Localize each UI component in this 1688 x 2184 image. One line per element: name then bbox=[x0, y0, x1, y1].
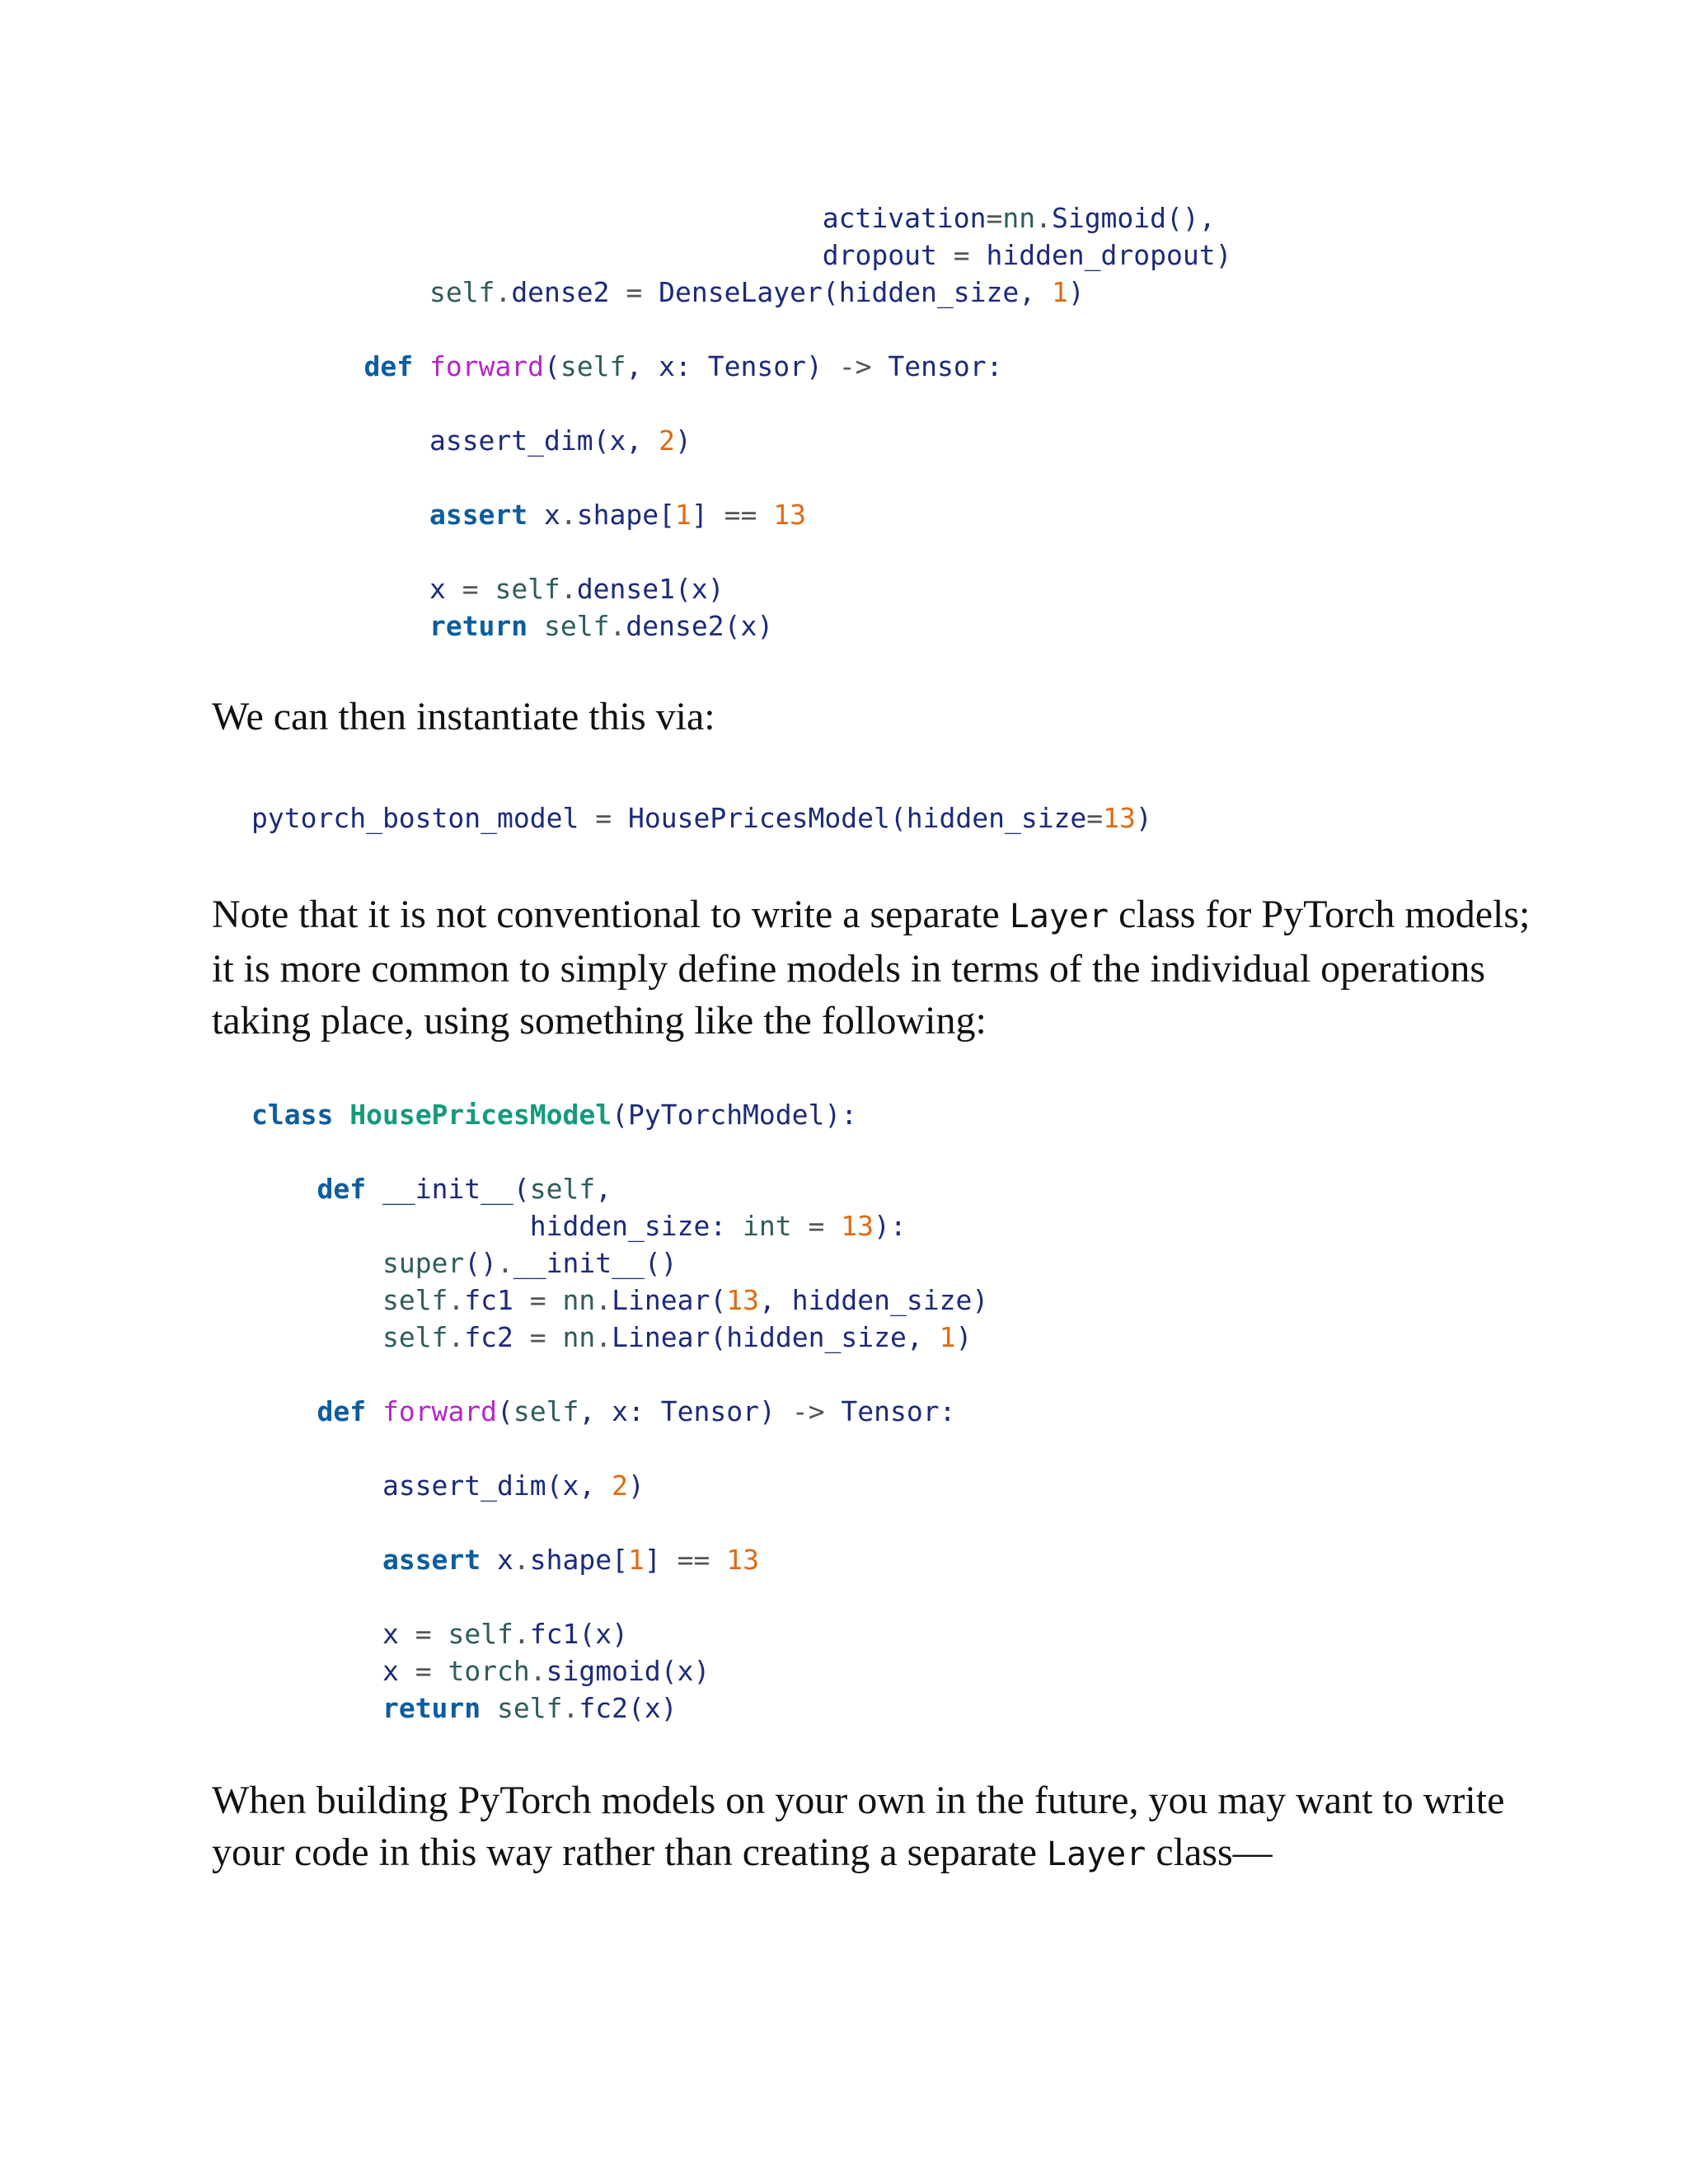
code-block-2 bbox=[251, 799, 1152, 837]
code-block-1 bbox=[298, 199, 1232, 644]
inline-code-layer: Layer bbox=[1009, 898, 1109, 935]
code-line: def forward(self, x: Tensor) -> Tensor: bbox=[363, 350, 1003, 382]
code-line: x = self.fc1(x) bbox=[382, 1618, 629, 1650]
code-block-3 bbox=[251, 1096, 988, 1727]
paragraph-future-text-1: When building PyTorch models on your own in the future, you may want to write your code in this way rather than creating a separate bbox=[212, 1779, 1505, 1874]
code-line: self.fc2 = nn.Linear(hidden_size, 1) bbox=[382, 1321, 973, 1353]
code-line: self.fc1 = nn.Linear(13, hidden_size) bbox=[382, 1284, 989, 1316]
code-line: def forward(self, x: Tensor) -> Tensor: bbox=[316, 1395, 956, 1427]
code-line: pytorch_boston_model = HousePricesModel(hidden_size=13) bbox=[251, 802, 1152, 834]
code-line: assert x.shape[1] == 13 bbox=[382, 1544, 760, 1576]
paragraph-instantiate: We can then instantiate this via: bbox=[212, 695, 715, 738]
paragraph-future bbox=[212, 1774, 1531, 1881]
code-line: self.dense2 = DenseLayer(hidden_size, 1) bbox=[429, 276, 1085, 308]
paragraph-note bbox=[212, 888, 1531, 1047]
code-line: assert_dim(x, 2) bbox=[382, 1469, 645, 1502]
code-line: x = self.dense1(x) bbox=[429, 573, 724, 605]
code-line: hidden_size: int = 13): bbox=[529, 1210, 907, 1242]
code-line: return self.fc2(x) bbox=[382, 1692, 678, 1724]
paragraph-note-text-1: Note that it is not conventional to write a separate bbox=[212, 893, 1010, 936]
code-line: super().__init__() bbox=[382, 1247, 678, 1279]
code-line: def __init__(self, bbox=[316, 1173, 612, 1205]
code-line: dropout = hidden_dropout) bbox=[822, 239, 1232, 271]
code-line: activation=nn.Sigmoid(), bbox=[822, 202, 1216, 234]
code-line: x = torch.sigmoid(x) bbox=[382, 1655, 710, 1687]
paragraph-note-text-2: class for PyTorch models; it is more common to simply define models in terms of the individual operations taking place, using something like the following: bbox=[212, 893, 1531, 1043]
code-line: return self.dense2(x) bbox=[429, 610, 774, 642]
code-line: assert_dim(x, 2) bbox=[429, 424, 692, 457]
paragraph-future-text-2: class— bbox=[1146, 1830, 1273, 1874]
inline-code-layer-2: Layer bbox=[1046, 1835, 1146, 1873]
code-line: assert x.shape[1] == 13 bbox=[429, 499, 807, 531]
code-line: class HousePricesModel(PyTorchModel): bbox=[251, 1099, 858, 1131]
